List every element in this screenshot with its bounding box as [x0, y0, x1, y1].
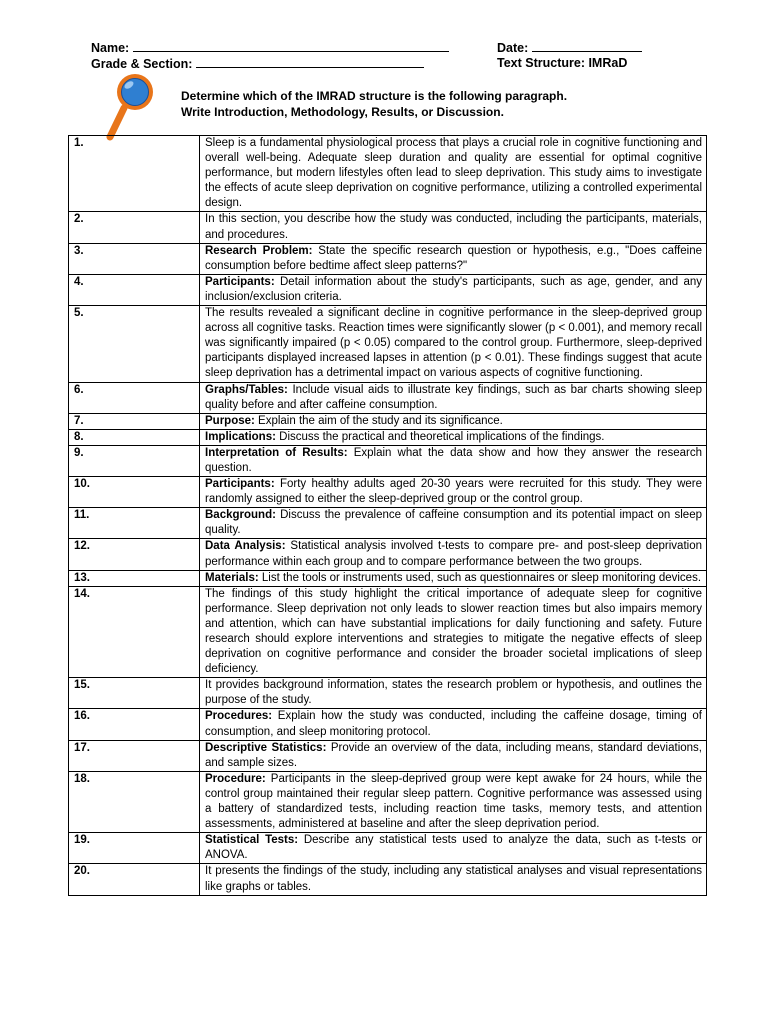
item-paragraph — [200, 306, 707, 382]
table-row — [69, 477, 707, 508]
item-term: Graphs/Tables: — [205, 383, 288, 396]
item-paragraph — [200, 212, 707, 243]
item-number: 4. — [69, 274, 200, 305]
table-row — [69, 413, 707, 429]
date-field[interactable] — [497, 40, 642, 55]
item-text: Provide an overview of the data, including means, standard deviations, and sample sizes. — [205, 741, 702, 769]
item-text: Discuss the prevalence of caffeine consumption and its potential impact on sleep quality. — [205, 509, 702, 537]
grade-section-label: Grade & Section: — [91, 57, 193, 71]
item-text: List the tools or instruments used, such as questionnaires or sleep monitoring devices. — [258, 571, 702, 584]
item-text: Statistical analysis involved t-tests to compare pre- and post-sleep deprivation performance within each group and to compare performance between the two groups. — [205, 540, 702, 568]
item-number: 5. — [69, 306, 200, 382]
item-text: The findings of this study highlight the critical importance of adequate sleep for cognitive performance. Sleep deprivation not only leads to slower reaction times but also impairs memory and attention, which can have substantial implications for daily functioning and safety. Future research should explore interventions and strategies to mitigate the negative effects of sleep deprivation on cognitive performance and consider the broader societal implications of sleep deficiency. — [205, 587, 702, 676]
magnifying-glass-icon — [103, 72, 163, 142]
table-row — [69, 136, 707, 212]
item-term: Purpose: — [205, 414, 255, 427]
item-text: Sleep is a fundamental physiological process that plays a crucial role in cognitive functioning and overall well-being. Adequate sleep duration and quality are essential for optimal cognitive performance, but modern lifestyles often lead to sleep deprivation. This study aims to investigate the effects of acute sleep deprivation on cognitive performance, utilizing a controlled experimental design. — [205, 137, 702, 210]
name-field[interactable] — [91, 40, 449, 55]
table-row — [69, 508, 707, 539]
date-label: Date: — [497, 41, 529, 55]
item-paragraph — [200, 709, 707, 740]
item-text: The results revealed a significant decline in cognitive performance in the sleep-deprived group across all cognitive tasks. Reaction times were significantly slower (p < 0.001), and memory recall was significantly impaired (p < 0.05) compared to the control group. Furthermore, sleep-deprived participants displayed increased lapses in attention (p < 0.01). These findings suggest that acute sleep deprivation has a detrimental impact on various aspects of cognitive functioning. — [205, 307, 702, 380]
item-term: Procedures: — [205, 710, 273, 723]
grade-section-blank-line[interactable] — [196, 56, 424, 68]
item-number: 19. — [69, 833, 200, 864]
item-number: 9. — [69, 445, 200, 476]
item-paragraph — [200, 539, 707, 570]
item-paragraph — [200, 678, 707, 709]
item-number: 17. — [69, 740, 200, 771]
item-paragraph — [200, 508, 707, 539]
item-text: Explain the aim of the study and its significance. — [254, 414, 503, 427]
imrad-items-table — [68, 135, 707, 896]
item-text: Explain how the study was conducted, including the caffeine dosage, timing of consumption, and sleep monitoring protocol. — [205, 710, 702, 738]
text-structure-label: Text Structure: IMRaD — [497, 56, 628, 70]
item-paragraph — [200, 771, 707, 832]
item-paragraph — [200, 413, 707, 429]
item-text: In this section, you describe how the study was conducted, including the participants, materials, and procedures. — [205, 213, 702, 241]
item-term: Procedure: — [205, 772, 266, 785]
table-row — [69, 445, 707, 476]
item-number: 13. — [69, 570, 200, 586]
item-term: Descriptive Statistics: — [205, 741, 327, 754]
item-number: 18. — [69, 771, 200, 832]
table-row — [69, 709, 707, 740]
item-paragraph — [200, 586, 707, 678]
item-text: Participants in the sleep-deprived group were kept awake for 24 hours, while the control group maintained their regular sleep pattern. Cognitive performance was assessed using a battery of standardized tests, including reaction time tasks, memory tests, and attention assessments, administered at baseline and after the sleep deprivation period. — [205, 772, 702, 831]
table-row — [69, 864, 707, 895]
item-term: Data Analysis: — [205, 540, 286, 553]
item-text: State the specific research question or hypothesis, e.g., "Does caffeine consumption before bedtime affect sleep patterns?" — [205, 244, 702, 272]
item-term: Participants: — [205, 478, 275, 491]
item-term: Background: — [205, 509, 276, 522]
table-row — [69, 429, 707, 445]
table-row — [69, 382, 707, 413]
item-paragraph — [200, 570, 707, 586]
name-label: Name: — [91, 41, 130, 55]
table-row — [69, 539, 707, 570]
item-number: 3. — [69, 243, 200, 274]
item-paragraph — [200, 833, 707, 864]
date-blank-line[interactable] — [532, 40, 642, 52]
item-number: 1. — [69, 136, 200, 212]
item-number: 20. — [69, 864, 200, 895]
item-text: Discuss the practical and theoretical implications of the findings. — [275, 430, 605, 443]
item-paragraph — [200, 243, 707, 274]
instruction-line-2: Write Introduction, Methodology, Results, or Discussion. — [181, 105, 504, 119]
item-number: 7. — [69, 413, 200, 429]
grade-section-field[interactable] — [91, 56, 424, 71]
item-number: 15. — [69, 678, 200, 709]
item-number: 16. — [69, 709, 200, 740]
item-paragraph — [200, 136, 707, 212]
item-term: Implications: — [205, 430, 276, 443]
item-term: Research Problem: — [205, 244, 313, 257]
table-row — [69, 274, 707, 305]
item-paragraph — [200, 382, 707, 413]
item-paragraph — [200, 864, 707, 895]
item-term: Interpretation of Results: — [205, 446, 348, 459]
item-text: It presents the findings of the study, including any statistical analyses and visual representations like graphs or tables. — [205, 865, 702, 893]
table-row — [69, 212, 707, 243]
item-paragraph — [200, 445, 707, 476]
item-number: 11. — [69, 508, 200, 539]
item-paragraph — [200, 740, 707, 771]
item-term: Statistical Tests: — [205, 834, 299, 847]
name-blank-line[interactable] — [133, 40, 449, 52]
table-row — [69, 833, 707, 864]
instruction-line-1: Determine which of the IMRAD structure is the following paragraph. — [181, 89, 568, 103]
item-text: Include visual aids to illustrate key findings, such as bar charts showing sleep quality before and after caffeine consumption. — [205, 383, 702, 411]
table-row — [69, 678, 707, 709]
table-row — [69, 586, 707, 678]
item-paragraph — [200, 274, 707, 305]
item-paragraph — [200, 429, 707, 445]
table-row — [69, 243, 707, 274]
item-term: Materials: — [205, 571, 259, 584]
item-number: 10. — [69, 477, 200, 508]
item-number: 2. — [69, 212, 200, 243]
item-text: Explain what the data show and how they answer the research question. — [205, 446, 702, 474]
item-number: 8. — [69, 429, 200, 445]
item-number: 6. — [69, 382, 200, 413]
table-row — [69, 771, 707, 832]
table-row — [69, 306, 707, 382]
item-number: 12. — [69, 539, 200, 570]
item-number: 14. — [69, 586, 200, 678]
table-row — [69, 570, 707, 586]
item-paragraph — [200, 477, 707, 508]
item-text: Detail information about the study's participants, such as age, gender, and any inclusion/exclusion criteria. — [205, 275, 702, 303]
item-text: Describe any statistical tests used to analyze the data, such as t-tests or ANOVA. — [205, 834, 702, 862]
table-row — [69, 740, 707, 771]
item-term: Participants: — [205, 275, 275, 288]
item-text: It provides background information, states the research problem or hypothesis, and outlines the purpose of the study. — [205, 679, 702, 707]
item-text: Forty healthy adults aged 20-30 years were recruited for this study. They were randomly assigned to either the sleep-deprived group or the control group. — [205, 478, 702, 506]
